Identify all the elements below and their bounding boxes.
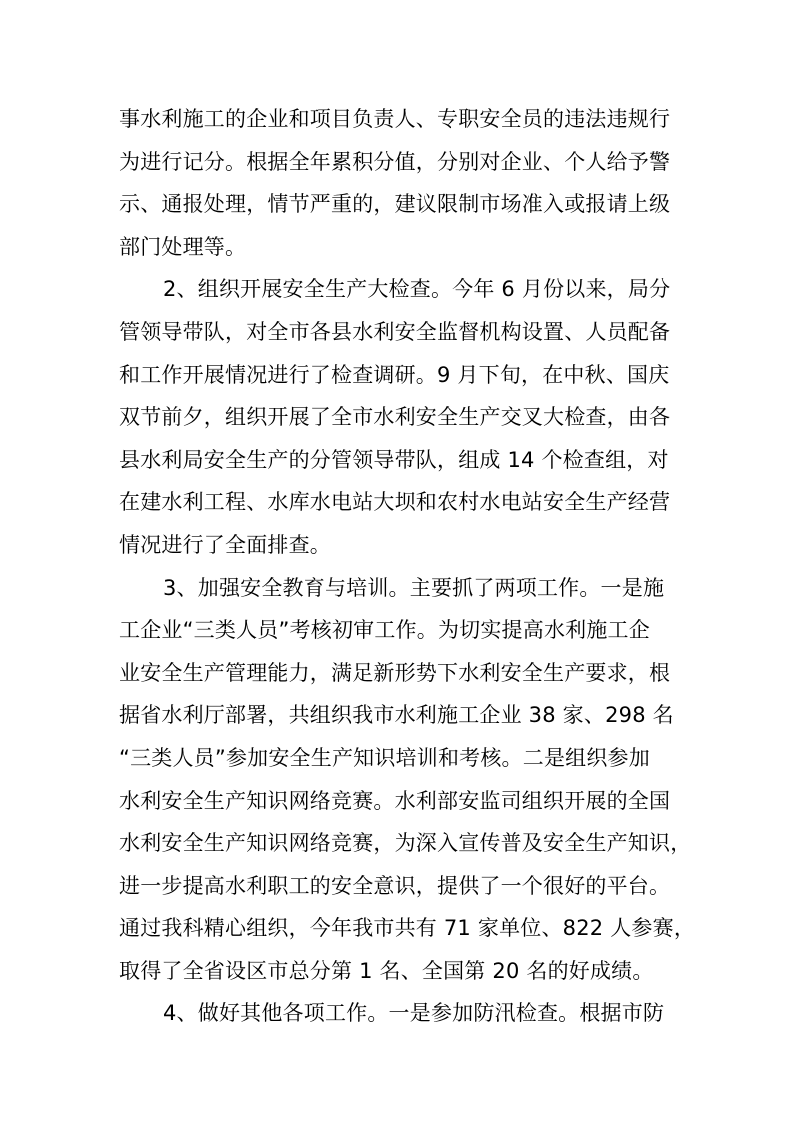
text-line: 县水利局安全生产的分管领导带队，组成 14 个检查组，对 <box>119 447 669 472</box>
paragraph-first-line: 3、加强安全教育与培训。主要抓了两项工作。一是施 <box>163 575 665 600</box>
text-line: 业安全生产管理能力，满足新形势下水利安全生产要求，根 <box>119 660 671 685</box>
text-line: 水利安全生产知识网络竞赛，为深入宣传普及安全生产知识， <box>119 831 692 856</box>
text-line: 取得了全省设区市总分第 1 名、全国第 20 名的好成绩。 <box>119 958 654 983</box>
body-text <box>119 98 696 1035</box>
text-line: “三类人员”参加安全生产知识培训和考核。二是组织参加 <box>119 745 650 770</box>
text-line: 通过我科精心组织，今年我市共有 71 家单位、822 人参赛， <box>119 916 696 941</box>
text-line: 双节前夕，组织开展了全市水利安全生产交叉大检查，由各 <box>119 405 671 430</box>
text-line: 水利安全生产知识网络竞赛。水利部安监司组织开展的全国 <box>119 788 671 813</box>
text-line: 管领导带队，对全市各县水利安全监督机构设置、人员配备 <box>119 319 671 344</box>
text-line: 工企业“三类人员”考核初审工作。为切实提高水利施工企 <box>119 618 650 643</box>
paragraph-first-line: 2、组织开展安全生产大检查。今年 6 月份以来，局分 <box>163 277 671 302</box>
text-line: 进一步提高水利职工的安全意识，提供了一个很好的平台。 <box>119 873 671 898</box>
text-line: 部门处理等。 <box>119 234 247 259</box>
text-line: 情况进行了全面排查。 <box>119 532 331 557</box>
text-line: 和工作开展情况进行了检查调研。9 月下旬，在中秋、国庆 <box>119 362 670 387</box>
text-line: 据省水利厅部署，共组织我市水利施工企业 38 家、298 名 <box>119 703 674 728</box>
text-line: 示、通报处理，情节严重的，建议限制市场准入或报请上级 <box>119 192 671 217</box>
paragraph-first-line: 4、做好其他各项工作。一是参加防汛检查。根据市防 <box>163 1001 665 1026</box>
text-line: 为进行记分。根据全年累积分值，分别对企业、个人给予警 <box>119 149 671 174</box>
text-line: 在建水利工程、水库水电站大坝和农村水电站安全生产经营 <box>119 490 671 515</box>
text-line: 事水利施工的企业和项目负责人、专职安全员的违法违规行 <box>119 107 671 131</box>
